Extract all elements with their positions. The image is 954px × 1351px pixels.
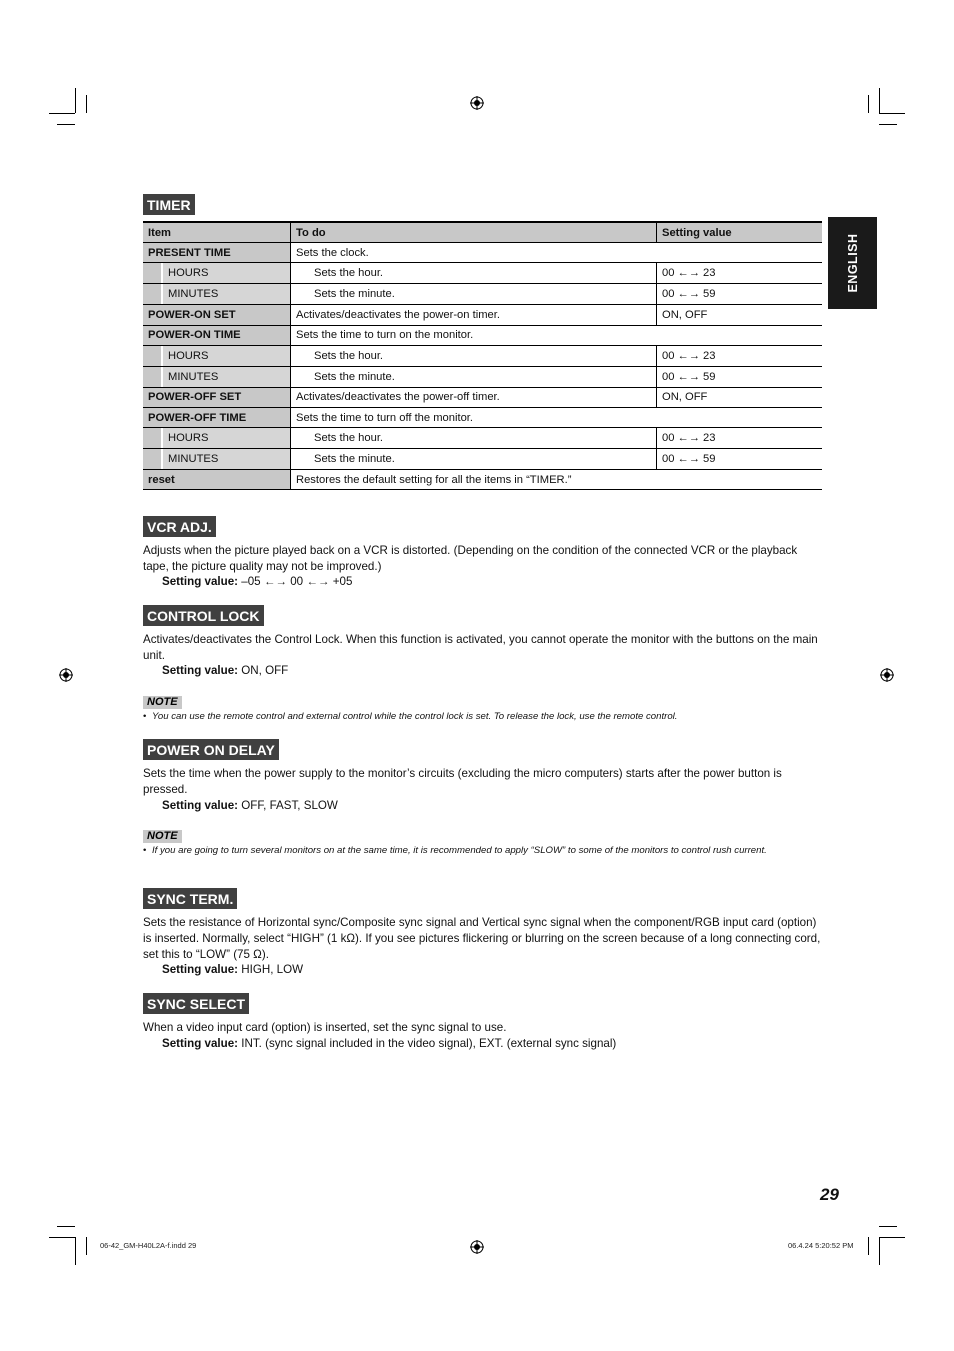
section-heading-power-on-delay: POWER ON DELAY — [143, 739, 279, 760]
table-row — [143, 387, 822, 407]
table-cell-item: POWER-ON TIME — [143, 325, 291, 345]
table-cell-todo: Restores the default setting for all the items in “TIMER.” — [291, 470, 823, 490]
section-heading-sync-term: SYNC TERM. — [143, 888, 237, 909]
table-cell-value: 00 ←→ 59 — [657, 366, 823, 387]
timer-table — [143, 221, 822, 490]
column-header-item: Item — [143, 222, 291, 243]
setting-value: OFF, FAST, SLOW — [238, 799, 338, 812]
table-cell-value: 00 ←→ 23 — [657, 428, 823, 449]
registration-mark-icon — [880, 668, 894, 682]
page-number: 29 — [820, 1185, 839, 1204]
table-cell-todo: Sets the minute. — [291, 366, 657, 387]
table-cell-todo: Sets the hour. — [291, 345, 657, 366]
table-cell-value: 00 ←→ 59 — [657, 284, 823, 305]
setting-label: Setting value: — [162, 799, 239, 812]
control-lock-setting — [162, 663, 288, 679]
table-row — [143, 428, 822, 449]
table-cell-item: POWER-ON SET — [143, 305, 291, 325]
table-cell-subitem: HOURS — [161, 428, 290, 448]
section-heading-vcr-adj: VCR ADJ. — [143, 516, 216, 537]
setting-value: HIGH, LOW — [238, 963, 304, 976]
section-heading-sync-select: SYNC SELECT — [143, 993, 249, 1014]
table-cell-todo: Sets the hour. — [291, 263, 657, 284]
table-cell-subitem: MINUTES — [161, 284, 290, 304]
language-tab-label: ENGLISH — [845, 233, 860, 293]
table-cell-value: 00 ←→ 23 — [657, 263, 823, 284]
registration-mark-icon — [59, 668, 73, 682]
language-tab — [828, 217, 877, 309]
table-cell-todo: Activates/deactivates the power-on timer. — [291, 305, 657, 325]
table-row — [143, 366, 822, 387]
table-cell-todo: Sets the hour. — [291, 428, 657, 449]
table-cell-value: ON, OFF — [657, 305, 823, 325]
setting-value: –05 ←→ 00 ←→ +05 — [238, 575, 353, 588]
table-header-row — [143, 222, 822, 243]
setting-label: Setting value: — [162, 664, 239, 677]
registration-mark-icon — [470, 1240, 484, 1254]
section-heading-timer: TIMER — [143, 194, 195, 215]
note-label: NOTE — [143, 696, 182, 709]
table-cell-todo: Activates/deactivates the power-off timer. — [291, 387, 657, 407]
power-on-delay-note: • If you are going to turn several monitors on at the same time, it is recommended to apply “SLOW” to some of the monitors to control rush current. — [143, 843, 813, 858]
note-text: You can use the remote control and external control while the control lock is set. To release the lock, use the remote control. — [152, 711, 678, 722]
table-cell-item: POWER-OFF SET — [143, 387, 291, 407]
sync-select-description: When a video input card (option) is inserted, set the sync signal to use. — [143, 1021, 507, 1034]
setting-value: INT. (sync signal included in the video signal), EXT. (external sync signal) — [238, 1037, 617, 1050]
table-cell-subitem: HOURS — [161, 346, 290, 366]
table-cell-todo: Sets the time to turn on the monitor. — [291, 325, 823, 345]
control-lock-description: Activates/deactivates the Control Lock. When this function is activated, you cannot operate the monitor with the buttons on the main unit. — [143, 633, 818, 662]
table-row — [143, 305, 822, 325]
footer-file-info: 06-42_GM-H40L2A-f.indd 29 — [100, 1241, 197, 1250]
power-on-delay-setting — [162, 798, 338, 814]
registration-mark-icon — [470, 96, 484, 110]
table-cell-subitem: HOURS — [161, 263, 290, 283]
table-cell-todo: Sets the minute. — [291, 449, 657, 470]
table-row — [143, 407, 822, 427]
column-header-setting-value: Setting value — [657, 222, 823, 243]
table-cell-subitem: MINUTES — [161, 367, 290, 387]
section-heading-control-lock: CONTROL LOCK — [143, 605, 264, 626]
table-cell-todo: Sets the time to turn off the monitor. — [291, 407, 823, 427]
table-row — [143, 325, 822, 345]
vcr-adj-description: Adjusts when the picture played back on a VCR is distorted. (Depending on the condition of the connected VCR or the playback tape, the picture quality may not be improved.) — [143, 544, 798, 573]
sync-term-description: Sets the resistance of Horizontal sync/Composite sync signal and Vertical sync signal when the component/RGB input card (option) is inserted. Normally, select “HIGH” (1 kΩ). If you see pictures flickering or blurring on the screen because of a long connecting cord, set this to “LOW” (75 Ω). — [143, 916, 821, 961]
setting-label: Setting value: — [162, 1037, 239, 1050]
table-cell-item: reset — [143, 470, 291, 490]
table-cell-value: ON, OFF — [657, 387, 823, 407]
table-row — [143, 449, 822, 470]
power-on-delay-description: Sets the time when the power supply to the monitor’s circuits (excluding the micro computers) starts after the power button is pressed. — [143, 767, 782, 796]
note-label: NOTE — [143, 830, 182, 843]
table-cell-value: 00 ←→ 23 — [657, 345, 823, 366]
table-cell-value: 00 ←→ 59 — [657, 449, 823, 470]
table-row — [143, 263, 822, 284]
control-lock-note: • You can use the remote control and external control while the control lock is set. To release the lock, use the remote control. — [143, 709, 813, 724]
table-cell-todo: Sets the clock. — [291, 243, 823, 263]
table-cell-subitem: MINUTES — [161, 449, 290, 469]
table-row — [143, 345, 822, 366]
table-row — [143, 284, 822, 305]
sync-term-setting — [162, 962, 303, 978]
table-cell-item: POWER-OFF TIME — [143, 407, 291, 427]
table-cell-item: PRESENT TIME — [143, 243, 291, 263]
table-row — [143, 243, 822, 263]
table-cell-todo: Sets the minute. — [291, 284, 657, 305]
table-row — [143, 470, 822, 490]
footer-timestamp: 06.4.24 5:20:52 PM — [788, 1241, 854, 1250]
setting-label: Setting value: — [162, 575, 239, 588]
setting-value: ON, OFF — [238, 664, 289, 677]
vcr-adj-setting — [162, 574, 352, 590]
column-header-todo: To do — [291, 222, 657, 243]
note-text: If you are going to turn several monitors on at the same time, it is recommended to apply “SLOW” to some of the monitors to control rush current. — [152, 845, 767, 856]
sync-select-setting — [162, 1036, 616, 1052]
setting-label: Setting value: — [162, 963, 239, 976]
